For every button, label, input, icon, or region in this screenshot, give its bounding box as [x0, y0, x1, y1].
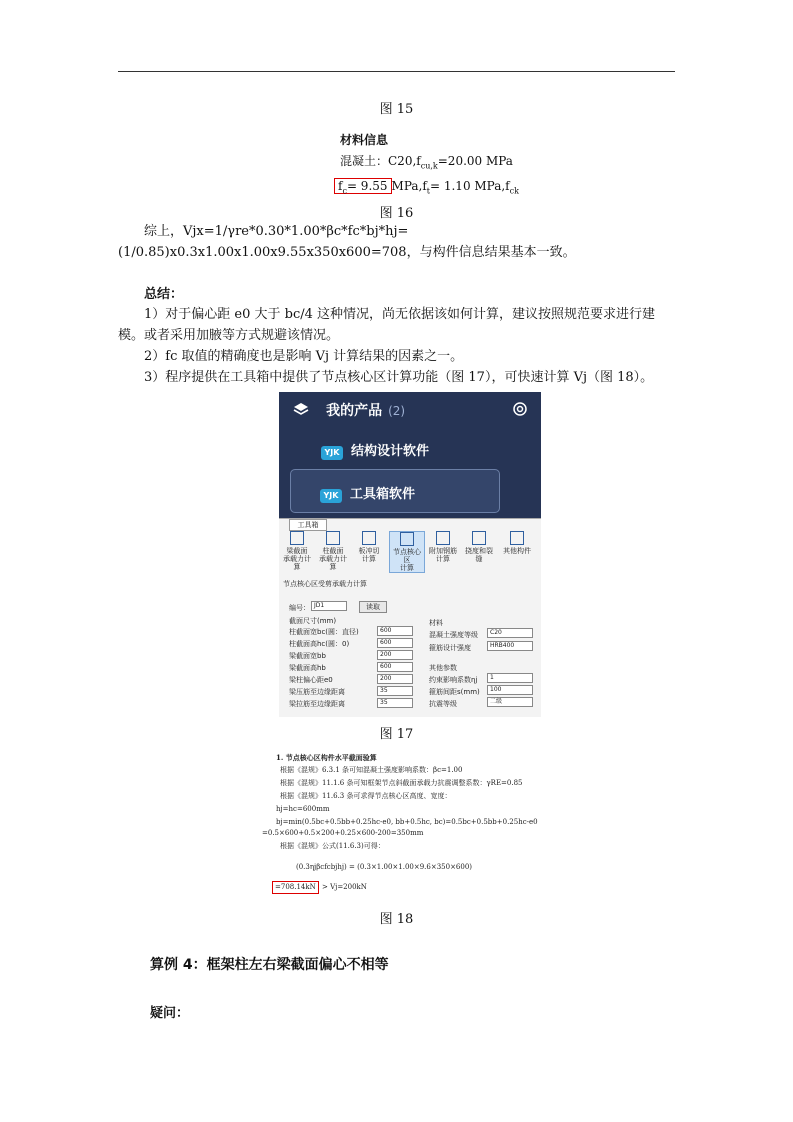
calc-line-6: bj=min(0.5bc+0.5bb+0.25hc-e0, bb+0.5hc, bc)=0.5bc+0.5bb+0.25hc-e0: [276, 818, 538, 826]
figure-caption-18: 图 18: [379, 912, 414, 927]
calc-line-5: hj=hc=600mm: [276, 805, 330, 813]
calc-line-8: 根据《混规》公式(11.6.3)可得：: [280, 842, 385, 850]
field-label: 梁压筋至边缘距离: [289, 688, 345, 696]
material-fc-line: $f_c= 9.55$ $MPa,f_t= 1.10$ $MPa,f_{ck}$: [340, 176, 519, 201]
field-label: 梁柱偏心距e0: [289, 676, 333, 684]
calc-line-9: (0.3ηjβcfcbjhj) = (0.3×1.00×1.00×9.6×350×600): [296, 863, 473, 871]
concrete-select[interactable]: C20: [487, 628, 533, 638]
eta-label: 约束影响系数ηj: [429, 676, 478, 684]
toolbox-window: [279, 518, 541, 717]
material-label: 材料: [429, 619, 443, 627]
calc-line-10: > Vj=200kN: [322, 883, 367, 891]
field-input[interactable]: 35: [377, 686, 413, 696]
material-title: 材料信息: [340, 133, 389, 147]
calc-line-2: 根据《混规》6.3.1 条可知混凝土强度影响系数：βc=1.00: [280, 766, 463, 774]
calc-line-1: 1. 节点核心区构件水平截面验算: [276, 753, 377, 762]
layers-icon: [293, 401, 309, 420]
summary-paragraph: 综上，Vjx=1/γre*0.30*1.00*βc*fc*bj*hj=(1/0.85)x0.3x1.00x1.00x9.55x350x600=708，与构件信息结果基本一致。: [118, 224, 576, 260]
tool-beam-section[interactable]: 梁截面 承载力计算: [283, 531, 311, 571]
conclusion-item-2: 2）fc 取值的精确度也是影响 Vj 计算结果的因素之一。: [144, 349, 464, 364]
example-title: 算例 4：框架柱左右梁截面偏心不相等: [150, 957, 389, 973]
field-input[interactable]: 600: [377, 626, 413, 636]
calc-result-box: =708.14kN: [272, 881, 319, 894]
field-input[interactable]: 35: [377, 698, 413, 708]
concrete-label: 混凝土强度等级: [429, 631, 478, 639]
calc-line-4: 根据《混规》11.6.3 条可求得节点核心区高度、宽度：: [280, 792, 452, 800]
question-label: 疑问：: [150, 1006, 190, 1021]
product-toolbox-label[interactable]: YJK 工具箱软件: [320, 483, 415, 503]
product-structure-design[interactable]: YJK 结构设计软件: [321, 440, 583, 460]
rebar-label: 箍筋设计强度: [429, 644, 471, 652]
gear-icon[interactable]: [511, 400, 529, 422]
conclusion-title: 总结：: [144, 287, 184, 302]
other-params-label: 其他参数: [429, 664, 457, 672]
conclusion-item-1: 1）对于偏心距 e0 大于 bc/4 这种情况，尚无依据该如何计算，建议按照规范要求进行建模。或者采用加腋等方式规避该情况。: [118, 307, 656, 343]
field-input[interactable]: 200: [377, 650, 413, 660]
conclusion-item-3: 3）程序提供在工具箱中提供了节点核心区计算功能（图 17），可快速计算 Vj（图 18）。: [144, 370, 654, 385]
spacing-input[interactable]: 100: [487, 685, 533, 695]
field-label: 梁拉筋至边缘距离: [289, 700, 345, 708]
panel-title: 我的产品: [326, 403, 383, 419]
field-label: 梁截面高hb: [289, 664, 326, 672]
read-button[interactable]: 读取: [359, 601, 387, 613]
field-input[interactable]: 600: [377, 638, 413, 648]
field-label: 柱截面宽bc(圆：直径): [289, 628, 359, 636]
tool-other-members[interactable]: 其他构件: [503, 531, 531, 555]
tool-extra-rebar[interactable]: 附加钢筋 计算: [429, 531, 457, 563]
eta-input[interactable]: 1: [487, 673, 533, 683]
section-size-label: 截面尺寸(mm): [289, 617, 337, 625]
id-label: 编号：: [289, 604, 310, 612]
panel-count: (2): [388, 404, 406, 418]
rebar-select[interactable]: HRB400: [487, 641, 533, 651]
tool-column-section[interactable]: 柱截面 承载力计算: [319, 531, 347, 571]
header-rule: [118, 71, 675, 72]
spacing-label: 箍筋间距s(mm): [429, 688, 480, 696]
material-concrete-line: 混凝土：$C20,f_{cu,k}=20.00$ MPa: [340, 154, 513, 171]
seismic-select[interactable]: 二级: [487, 697, 533, 707]
field-label: 柱截面高hc(圆：0): [289, 640, 350, 648]
figure-caption-17: 图 17: [379, 727, 414, 742]
window-title: 节点核心区受剪承载力计算: [283, 580, 367, 588]
yjk-logo-icon: YJK: [320, 489, 342, 503]
field-label: 梁截面宽bb: [289, 652, 326, 660]
tool-slab-punching[interactable]: 板冲切 计算: [355, 531, 383, 563]
calc-line-7: =0.5×600+0.5×200+0.25×600-200=350mm: [262, 829, 424, 837]
field-input[interactable]: 600: [377, 662, 413, 672]
id-input[interactable]: JD1: [311, 601, 347, 611]
calc-line-3: 根据《混规》11.1.6 条可知框架节点斜截面承载力抗震调整系数：γRE=0.85: [280, 779, 523, 787]
tool-joint-core[interactable]: 节点核心区 计算: [389, 531, 425, 573]
yjk-logo-icon: YJK: [321, 446, 343, 460]
figure-caption-15: 图 15: [379, 102, 414, 117]
material-info-figure: [340, 130, 519, 202]
figure-caption-16: 图 16: [379, 206, 414, 221]
fc-highlight-box: $f_c= 9.55$: [334, 178, 392, 194]
tool-deflection-crack[interactable]: 挠度和裂缝: [465, 531, 493, 563]
tab-toolbox[interactable]: 工具箱: [289, 519, 327, 531]
seismic-label: 抗震等级: [429, 700, 457, 708]
field-input[interactable]: 200: [377, 674, 413, 684]
